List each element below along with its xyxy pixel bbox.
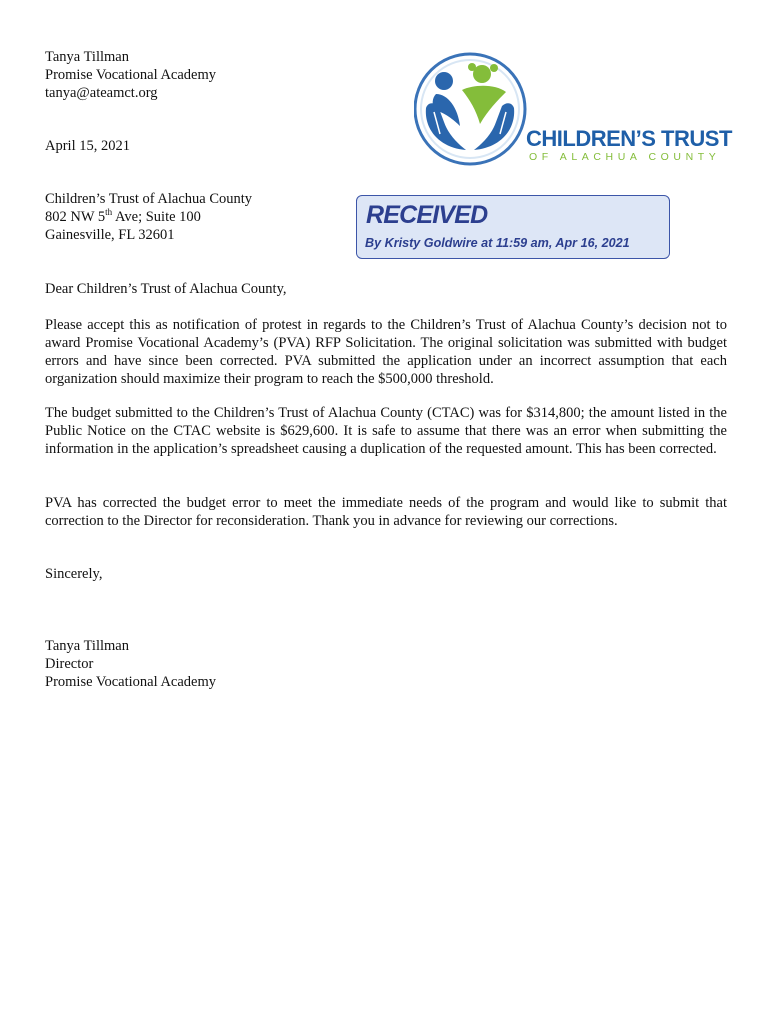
address-prefix: 802 NW 5 [45,209,106,225]
received-stamp [356,195,670,259]
address-suffix: Ave; Suite 100 [112,209,201,225]
sender-block [45,48,216,102]
signature-name: Tanya Tillman [45,638,129,654]
logo-title: CHILDREN’S TRUST [526,126,732,151]
body-paragraph-2: The budget submitted to the Children’s Trust of Alachua County (CTAC) was for $314,800; the amount listed in the Public Notice on the CTAC website is $629,600. It is safe to assume that there was an error when submitting the information in the application’s spreadsheet causing a duplication of the requested amount. This has been corrected. [45,405,727,457]
logo-subtitle: OF ALACHUA COUNTY [529,151,721,163]
address-ordinal: th [105,207,113,218]
salutation: Dear Children’s Trust of Alachua County, [45,281,287,297]
recipient-block [45,190,252,244]
body-paragraph-3: PVA has corrected the budget error to meet the immediate needs of the program and would like to submit that correction to the Director for reconsideration. Thank you in advance for reviewing our corrections. [45,495,727,529]
letter-date: April 15, 2021 [45,138,130,154]
closing: Sincerely, [45,566,103,582]
recipient-name: Children’s Trust of Alachua County [45,191,253,207]
stamp-received-by: By Kristy Goldwire at 11:59 am, Apr 16, 2021 [365,236,630,250]
signature-block [45,637,216,691]
sender-name: Tanya Tillman [45,49,129,65]
recipient-address [45,208,252,226]
signature-title: Director [45,656,94,672]
stamp-title: RECEIVED [366,201,488,229]
sender-email: tanya@ateamct.org [45,85,158,101]
body-paragraph-1: Please accept this as notification of protest in regards to the Children’s Trust of Alachua County’s decision not to award Promise Vocational Academy’s (PVA) RFP Solicitation. The original solicitation was submitted with budget errors and have since been corrected. PVA submitted the application under an incorrect assumption that each organization should maximize their program to reach the $500,000 threshold. [45,317,727,387]
sender-organization: Promise Vocational Academy [45,67,217,83]
recipient-city: Gainesville, FL 32601 [45,227,175,243]
signature-organization: Promise Vocational Academy [45,674,217,690]
